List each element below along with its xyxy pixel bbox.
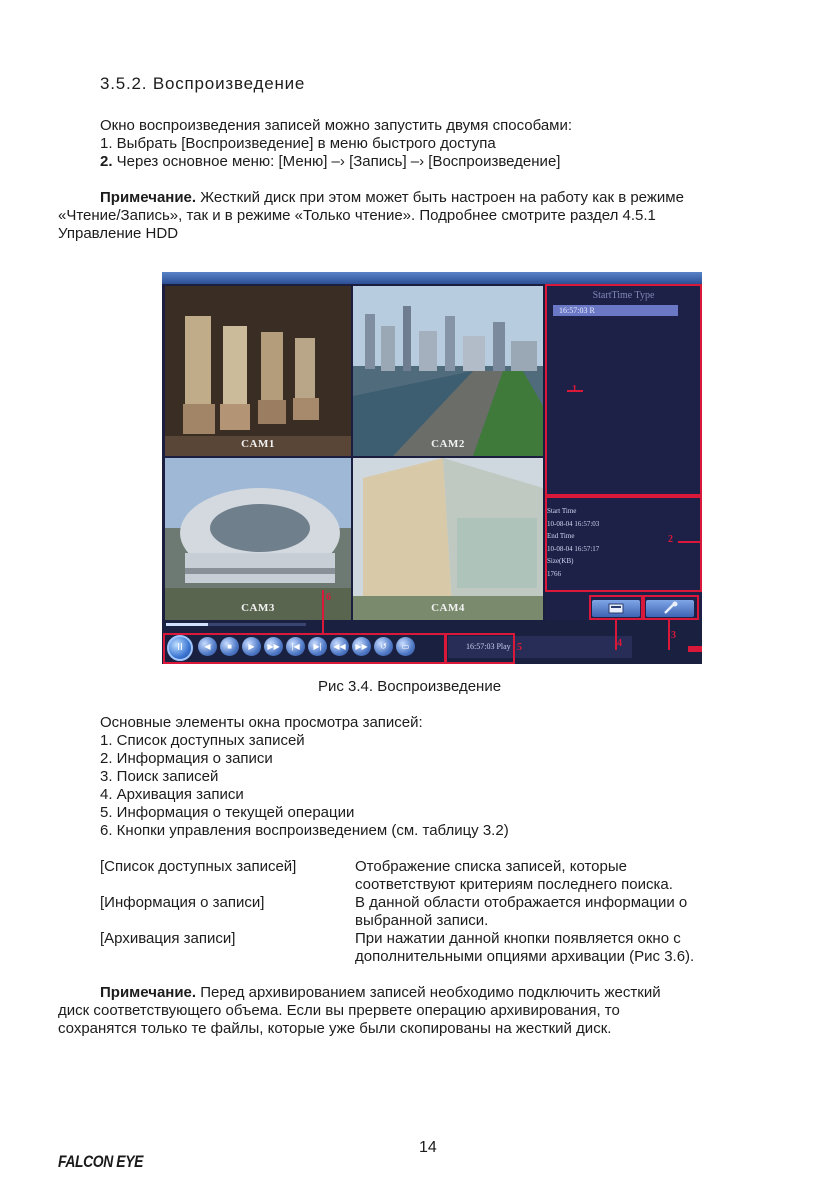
record-list-header: StartTime Type <box>592 290 655 301</box>
note1-label: Примечание. <box>100 189 197 206</box>
elements-item-3: 3. Поиск записей <box>100 768 219 785</box>
cam4-label: CAM4 <box>431 602 465 614</box>
callout-number-1: 1 <box>572 384 577 395</box>
callout-number-3: 3 <box>671 630 676 641</box>
elements-item-6: 6. Кнопки управления воспроизведением (см. таблицу 3.2) <box>100 822 509 839</box>
previous-file-button[interactable]: ◀◀ <box>330 637 349 656</box>
repeat-button[interactable]: ↺ <box>374 637 393 656</box>
callout-box-3 <box>643 595 699 620</box>
callout-box-2 <box>545 496 702 592</box>
intro-item-1: 1. Выбрать [Воспроизведение] в меню быстрого доступа <box>100 135 496 152</box>
start-time-label: Start Time <box>547 507 577 515</box>
definition-desc-2a: В данной области отображается информации о <box>355 894 688 911</box>
definition-desc-3b: дополнительными опциями архивации (Рис 3.6). <box>355 948 695 965</box>
note2-line3: сохранятся только те файлы, которые уже были скопированы на жесткий диск. <box>58 1020 612 1037</box>
intro-item-2 <box>100 152 560 171</box>
cam4-image <box>353 458 543 620</box>
page-number: 14 <box>419 1139 437 1156</box>
start-time-value: 10-08-04 16:57:03 <box>547 519 600 528</box>
callout-lead-3 <box>668 620 670 650</box>
callout-marker-end <box>688 646 702 652</box>
intro-lead: Окно воспроизведения записей можно запустить двумя способами: <box>100 117 573 134</box>
play-button[interactable]: ▶ <box>242 637 261 656</box>
elements-item-2: 2. Информация о записи <box>100 750 273 767</box>
intro-item-2-text: Через основное меню: [Меню] –› [Запись] –› [Воспроизведение] <box>112 153 561 170</box>
reverse-play-button[interactable]: ◀ <box>198 637 217 656</box>
note1-line1 <box>100 188 684 207</box>
section-heading: 3.5.2. Воспроизведение <box>100 74 306 93</box>
definition-term-3: [Архивация записи] <box>100 930 236 947</box>
definition-desc-3a: При нажатии данной кнопки появляется окно с <box>355 930 681 947</box>
cam3-label: CAM3 <box>241 602 275 614</box>
note1-line3: Управление HDD <box>58 225 179 242</box>
camera-view-1[interactable] <box>165 286 351 456</box>
cam1-image <box>165 286 351 456</box>
callout-box-6 <box>163 633 446 664</box>
fullscreen-button[interactable]: ▭ <box>396 637 415 656</box>
callout-number-2: 2 <box>668 534 673 545</box>
callout-number-6: 6 <box>326 592 331 603</box>
brand-logo: FALCON EYE <box>58 1152 143 1171</box>
camera-view-2[interactable] <box>353 286 543 456</box>
next-file-button[interactable]: ▶▶ <box>352 637 371 656</box>
definition-desc-1a: Отображение списка записей, которые <box>355 858 627 875</box>
definition-term-1: [Список доступных записей] <box>100 858 297 875</box>
note2-label: Примечание. <box>100 984 197 1001</box>
playback-progress-fill <box>166 623 208 626</box>
callout-number-5: 5 <box>517 642 522 653</box>
size-value: 1766 <box>547 569 561 578</box>
playback-screenshot <box>162 272 702 664</box>
record-list-item[interactable]: 16:57:03 R <box>553 305 678 316</box>
end-time-label: End Time <box>547 532 575 540</box>
elements-item-4: 4. Архивация записи <box>100 786 244 803</box>
window-titlebar <box>162 272 702 284</box>
end-time-value: 10-08-04 16:57:17 <box>547 544 600 553</box>
note2-line2: диск соответствующего объема. Если вы прервете операцию архивирования, то <box>58 1002 620 1019</box>
camera-view-4[interactable] <box>353 458 543 620</box>
cam2-image <box>353 286 543 456</box>
operation-info: 16:57:03 Play <box>448 636 632 658</box>
definition-term-2: [Информация о записи] <box>100 894 265 911</box>
callout-lead-6 <box>322 590 324 634</box>
callout-number-4: 4 <box>617 638 622 649</box>
note2-line1 <box>100 983 661 1002</box>
callout-box-4 <box>589 595 643 620</box>
intro-item-2-number: 2. <box>100 153 113 170</box>
fast-forward-button[interactable]: ▶▶ <box>264 637 283 656</box>
definition-desc-2b: выбранной записи. <box>355 912 489 929</box>
previous-frame-button[interactable]: |◀ <box>286 637 305 656</box>
cam1-label: CAM1 <box>241 438 275 450</box>
stop-button[interactable]: ■ <box>220 637 239 656</box>
elements-item-1: 1. Список доступных записей <box>100 732 305 749</box>
elements-item-5: 5. Информация о текущей операции <box>100 804 355 821</box>
figure-caption: Рис 3.4. Воспроизведение <box>318 678 502 695</box>
cam2-label: CAM2 <box>431 438 465 450</box>
size-label: Size(KB) <box>547 557 574 565</box>
definition-desc-1b: соответствуют критериям последнего поиска. <box>355 876 673 893</box>
callout-box-5 <box>445 633 515 664</box>
note1-text1: Жесткий диск при этом может быть настроен на работу как в режиме <box>196 189 684 206</box>
callout-tick-2 <box>678 541 700 543</box>
note2-text1: Перед архивированием записей необходимо подключить жесткий <box>196 984 661 1001</box>
note1-line2: «Чтение/Запись», так и в режиме «Только чтение». Подробнее смотрите раздел 4.5.1 <box>58 207 656 224</box>
next-frame-button[interactable]: ▶| <box>308 637 327 656</box>
pause-button[interactable]: II <box>167 635 193 661</box>
elements-lead: Основные элементы окна просмотра записей: <box>100 714 423 731</box>
playback-progress[interactable] <box>166 623 306 626</box>
